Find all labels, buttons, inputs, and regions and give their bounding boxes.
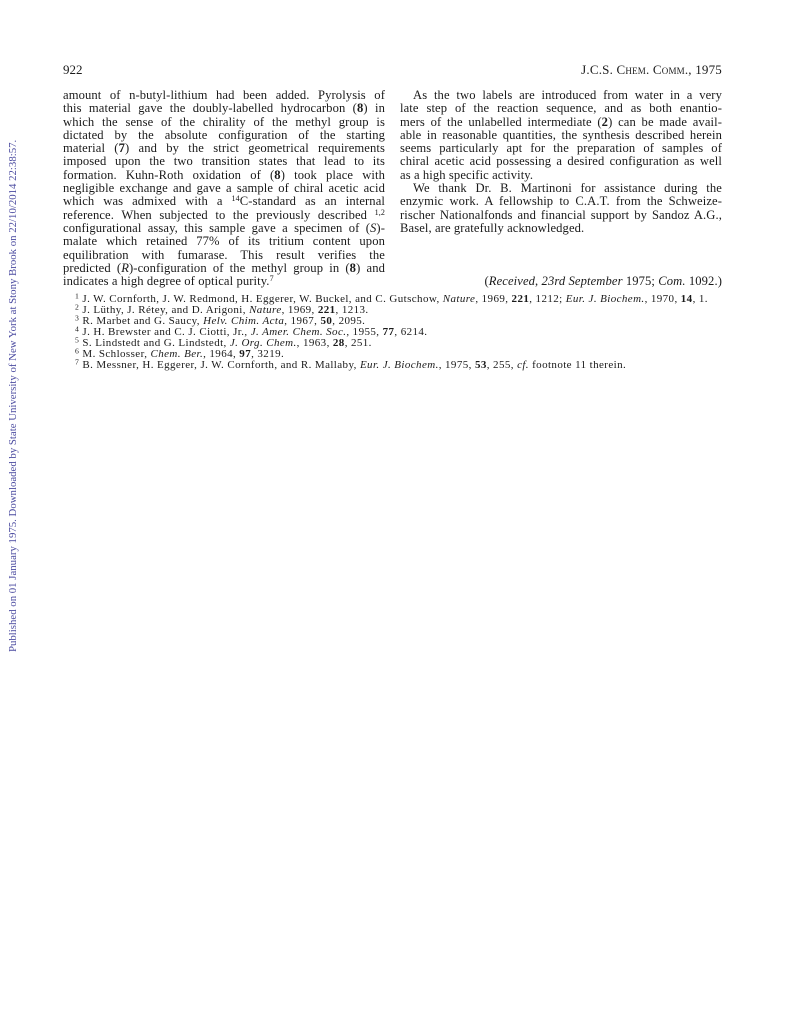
body-line (63, 275, 385, 288)
volume-number: 14 (680, 293, 693, 305)
journal-title: J.C.S. Chem. Comm., 1975 (581, 62, 722, 77)
text-run: as a high specific activity. (400, 167, 534, 182)
download-watermark: Published on 01 January 1975. Downloaded by State University of New York at Stony Brook on 22/10/2014 22:38:57. (7, 139, 19, 652)
citation-details: , 1963, (296, 337, 333, 349)
text-run: Basel, are gratefully acknowledged. (400, 220, 585, 235)
page-number: 922 (63, 62, 83, 77)
body-line (400, 182, 722, 195)
author-list: R. Marbet and G. Saucy, (79, 315, 204, 327)
received-line (485, 275, 723, 288)
volume-number: 97 (239, 348, 252, 360)
author-list: M. Schlosser, (79, 348, 151, 360)
author-list: J. H. Brewster and C. J. Ciotti, Jr., (79, 326, 251, 338)
citation-details: , 1975, (438, 359, 475, 371)
text-run: , (535, 274, 542, 288)
text-run: late step of the reaction sequence, and as both enantio- (400, 101, 722, 116)
italic-symbol: S (370, 220, 377, 235)
volume-number: 221 (511, 293, 530, 305)
body-line (63, 222, 385, 235)
footnote-number: 3 (75, 313, 80, 323)
text-run: mers of the unlabelled intermediate ( (400, 114, 602, 129)
text-run: indicates a high degree of optical purity. (63, 274, 270, 289)
footnote-number: 2 (75, 302, 80, 312)
footnote (75, 357, 708, 371)
text-run: amount of n-butyl-lithium had been added. Pyrolysis of (63, 88, 385, 102)
text-run: )-configuration of the methyl group in ( (128, 260, 350, 275)
text-run: malate which retained 77% of its tritium content upon (63, 234, 385, 249)
body-line (400, 155, 722, 168)
text-run: which was admixed with a (63, 194, 232, 209)
citation-details: , 1967, (284, 315, 321, 327)
text-run: this material gave the doubly-labelled hydrocarbon ( (63, 101, 357, 116)
compound-number: 2 (601, 114, 609, 129)
journal-name: J. Amer. Chem. Soc. (250, 326, 347, 338)
text-run: rischer Nationalfonds and financial support by Sandoz A.G., (400, 207, 722, 222)
author-list: B. Messner, H. Eggerer, J. W. Cornforth, and R. Mallaby, (79, 359, 360, 371)
superscript-reference: 1,2 (374, 207, 385, 217)
footnote-number: 1 (75, 291, 80, 301)
received-label: Received (488, 274, 536, 288)
body-line (63, 155, 385, 168)
journal-name: Chem. Ber. (150, 348, 204, 360)
text-run: imposed upon the two transition states that lead to its (63, 154, 385, 169)
citation-details: footnote 11 therein. (528, 359, 627, 371)
citation-details: , 1964, (203, 348, 240, 360)
citation-details: , 255, (486, 359, 518, 371)
body-line (400, 142, 722, 155)
text-run: seems particularly apt for the preparation of samples of (400, 141, 722, 156)
body-line (63, 235, 385, 248)
text-run: C-standard as an internal (239, 194, 385, 209)
citation-details: , 1969, (475, 293, 512, 305)
italic-symbol: R (121, 260, 129, 275)
running-header (63, 62, 722, 78)
body-line (63, 102, 385, 115)
body-line (63, 129, 385, 142)
body-line (400, 222, 722, 235)
journal-name: Nature (249, 304, 282, 316)
communication-label: Com. (658, 274, 686, 288)
body-line (63, 209, 385, 222)
text-run: 1975; (622, 274, 659, 288)
citation-details: , 251. (344, 337, 372, 349)
text-run: ) took place with (280, 167, 385, 182)
volume-number: 221 (317, 304, 336, 316)
text-run: We thank Dr. B. Martinoni for assistance during the (413, 181, 722, 196)
compound-number: 8 (274, 167, 281, 182)
citation-details: , 1. (692, 293, 708, 305)
footnote-number: 5 (75, 335, 80, 345)
body-line (63, 195, 385, 208)
text-run: able in reasonable quantities, the synthesis described herein (400, 127, 722, 142)
body-line (63, 142, 385, 155)
isotope-superscript: 14 (231, 194, 240, 204)
citation-details: , 1970, (644, 293, 681, 305)
body-line (63, 169, 385, 182)
footnotes (75, 291, 708, 371)
text-run: reference. When subjected to the previously described (63, 207, 375, 222)
compound-number: 8 (349, 260, 357, 275)
text-run: ( (484, 274, 489, 288)
journal-name: Helv. Chim. Acta (203, 315, 285, 327)
journal-name: Nature (442, 293, 476, 305)
volume-number: 28 (332, 337, 345, 349)
body-line (400, 102, 722, 115)
text-run: dictated by the absolute configuration of the starting (63, 127, 385, 142)
citation-details: , 2095. (332, 315, 366, 327)
body-line (400, 169, 722, 182)
footnote-number: 4 (75, 324, 80, 334)
body-line (63, 116, 385, 129)
author-list: J. Lüthy, J. Rétey, and D. Arigoni, (79, 304, 250, 316)
body-line (400, 129, 722, 142)
author-list: J. W. Cornforth, J. W. Redmond, H. Eggerer, W. Buckel, and C. Gutschow, (79, 293, 443, 305)
latin-abbreviation: cf. (517, 359, 529, 371)
text-run: As the two labels are introduced from water in a very (413, 88, 722, 102)
journal-name: Eur. J. Biochem. (565, 293, 645, 305)
superscript-reference: 7 (269, 274, 274, 284)
body-line (63, 89, 385, 102)
text-run: enzymic work. A fellowship to C.A.T. from the Schweize- (400, 194, 722, 209)
text-run: ) can be made avail- (608, 114, 722, 129)
journal-name: J. Org. Chem. (229, 337, 297, 349)
left-column (63, 89, 385, 288)
body-line (63, 249, 385, 262)
journal-name: Eur. J. Biochem. (359, 359, 439, 371)
text-run: chiral acetic acid possessing a desired configuration as well (400, 154, 722, 169)
received-date: 23rd September (541, 274, 623, 288)
right-column (400, 89, 722, 235)
body-line (400, 89, 722, 102)
text-run: )- (376, 220, 385, 235)
text-run: ) in (363, 101, 385, 116)
footnote-number: 7 (75, 357, 80, 367)
volume-number: 77 (382, 326, 395, 338)
author-list: S. Lindstedt and G. Lindstedt, (79, 337, 230, 349)
citation-details: , 1955, (346, 326, 383, 338)
body-line (400, 209, 722, 222)
citation-details: , 1212; (529, 293, 566, 305)
text-run: formation. Kuhn-Roth oxidation of ( (63, 167, 275, 182)
text-run: 1092.) (685, 274, 722, 288)
footnote-number: 6 (75, 346, 80, 356)
body-line (400, 195, 722, 208)
text-run: negligible exchange and gave a sample of chiral acetic acid (63, 181, 385, 196)
citation-details: , 6214. (394, 326, 428, 338)
text-run: which the sense of the chirality of the methyl group is (63, 114, 385, 129)
compound-number: 8 (356, 101, 364, 116)
text-run: configurational assay, this sample gave a specimen of ( (63, 220, 370, 235)
volume-number: 50 (320, 315, 333, 327)
text-run: equilibration with fumarase. This result verifies the (63, 247, 385, 262)
citation-details: , 1213. (335, 304, 369, 316)
body-line (400, 116, 722, 129)
text-run: ) and (356, 260, 385, 275)
volume-number: 53 (474, 359, 487, 371)
text-run: predicted ( (63, 260, 122, 275)
citation-details: , 1969, (281, 304, 318, 316)
compound-number: 7 (118, 141, 125, 156)
text-run: ) and by the strict geometrical requirements (125, 141, 385, 156)
citation-details: , 3219. (251, 348, 285, 360)
text-run: material ( (63, 141, 119, 156)
